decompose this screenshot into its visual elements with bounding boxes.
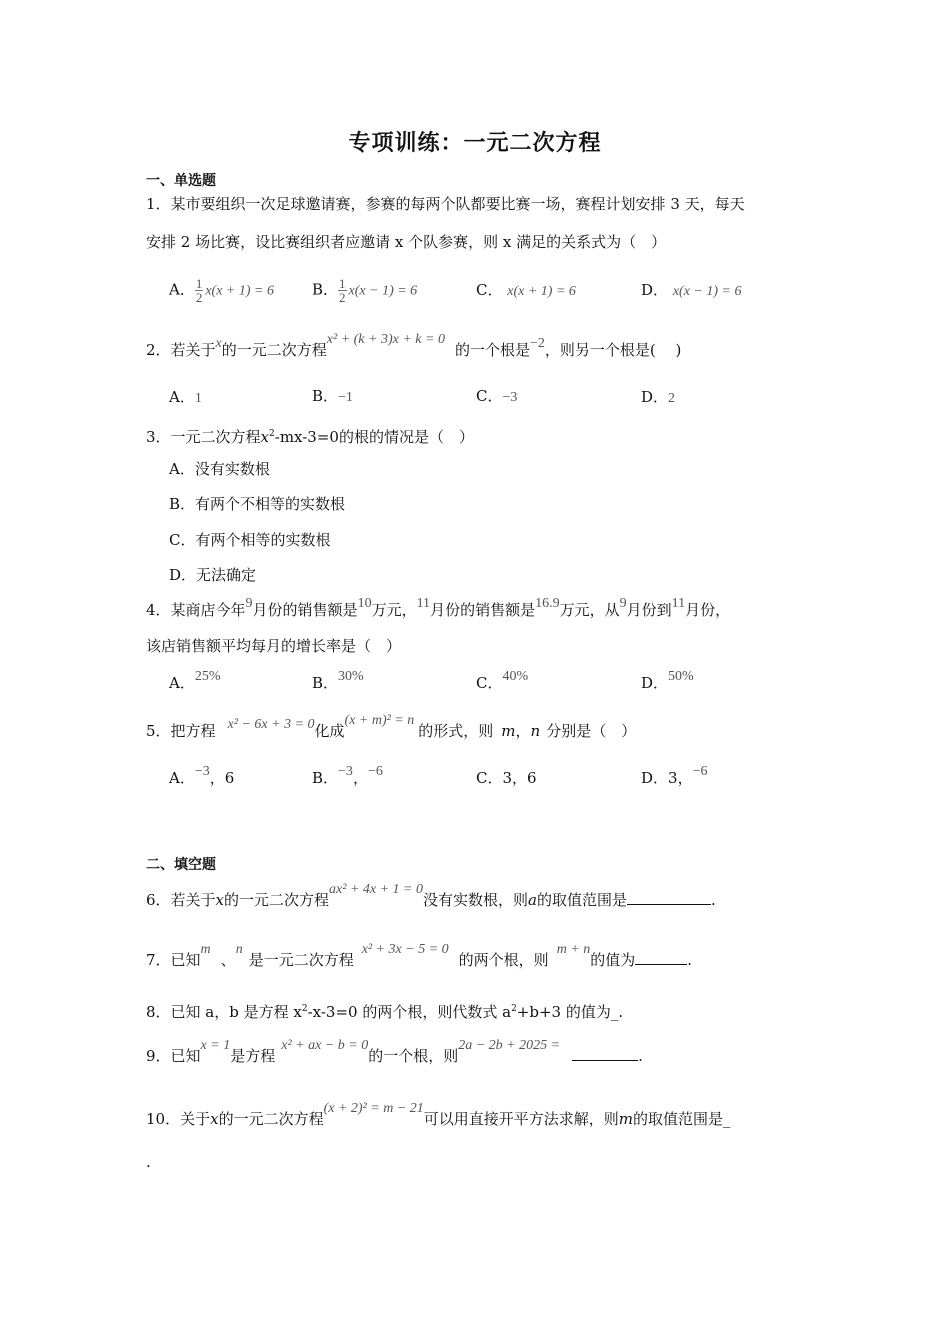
math-equation: x² + ax − b = 0 xyxy=(281,1038,369,1053)
question-text: 月份， xyxy=(685,601,731,619)
question-text: 万元， xyxy=(371,601,417,619)
question-9 xyxy=(146,1038,643,1068)
math-value: 10 xyxy=(357,596,372,611)
question-3-option-b: B．有两个不相等的实数根 xyxy=(169,495,346,513)
question-text: 没有实数根，则 xyxy=(423,891,529,909)
option-label: A． xyxy=(169,388,195,406)
question-1-line-2: 安排 2 场比赛，设比赛组织者应邀请 x 个队参赛，则 x 满足的关系式为（ ） xyxy=(146,233,667,251)
math-value: 9 xyxy=(245,596,253,611)
question-4-line-2: 该店销售额平均每月的增长率是（ ） xyxy=(146,637,402,655)
question-text: 的取值范围是 xyxy=(536,891,627,909)
math-exponent: 2 xyxy=(269,429,275,439)
question-text: 的值为 xyxy=(590,951,636,969)
option-label: C． xyxy=(476,387,503,405)
question-text: 的取值范围是_ xyxy=(633,1110,731,1128)
math-equation: x² + 3x − 5 = 0 xyxy=(361,942,449,957)
option-label: B． xyxy=(312,387,339,405)
math-variable: n xyxy=(530,722,541,740)
question-2-option-c xyxy=(476,386,517,408)
option-value: 2 xyxy=(668,391,676,406)
option-value: −1 xyxy=(338,390,353,405)
question-text: 、 xyxy=(220,951,236,969)
question-text: 分别是（ ） xyxy=(546,722,637,740)
math-variable: x xyxy=(215,336,222,351)
math-equation: x = 1 xyxy=(200,1038,231,1053)
question-4-option-a xyxy=(169,669,221,695)
question-text: 7．已知 xyxy=(146,951,201,969)
question-3-option-a: A．没有实数根 xyxy=(169,460,270,478)
fraction xyxy=(195,277,204,304)
question-text: 是一元二次方程 xyxy=(248,951,354,969)
math-variable: m xyxy=(200,942,211,957)
math-equation: x² − 6x + 3 = 0 xyxy=(227,717,315,732)
question-text: 5．把方程 xyxy=(146,722,216,740)
question-8 xyxy=(146,999,623,1022)
option-label: B． xyxy=(312,674,339,692)
question-text: ， xyxy=(515,722,531,740)
option-value: 50% xyxy=(668,669,694,684)
question-4-line-1 xyxy=(146,596,731,622)
question-10 xyxy=(146,1101,731,1131)
question-text: ，则另一个根是( ) xyxy=(544,341,682,359)
math-variable: x xyxy=(210,1110,219,1128)
question-5-option-c xyxy=(476,768,537,788)
question-text: 6．若关于 xyxy=(146,891,216,909)
question-6 xyxy=(146,882,716,912)
math-value: 11 xyxy=(416,596,431,611)
question-text: 的一元二次方程 xyxy=(221,341,327,359)
math-variable: m xyxy=(501,722,516,740)
option-value: 1 xyxy=(194,391,202,406)
question-3-option-d: D．无法确定 xyxy=(169,566,257,584)
math-variable: m xyxy=(618,1110,634,1128)
option-label: D． xyxy=(641,281,669,299)
option-value: −3 xyxy=(338,764,353,779)
fraction-denominator: 2 xyxy=(339,290,346,305)
question-text: 万元，从 xyxy=(559,601,620,619)
question-text: 是方程 xyxy=(230,1047,276,1065)
option-value: 30% xyxy=(338,669,364,684)
option-label: A． xyxy=(169,674,195,692)
math-expression: m + n xyxy=(556,942,591,957)
option-label: B． xyxy=(312,769,339,787)
math-expression: 2a − 2b + 2025 = xyxy=(458,1038,561,1053)
question-3 xyxy=(146,424,474,447)
option-label: A． xyxy=(169,769,195,787)
question-text: 3．一元二次方程 xyxy=(146,428,261,446)
option-expression: x(x + 1) = 6 xyxy=(205,283,274,299)
option-separator: ， xyxy=(352,769,368,787)
question-2-option-a xyxy=(169,387,202,409)
question-text: -x-3=0 的两个根，则代数式 a xyxy=(307,1003,512,1021)
math-equation: ax² + 4x + 1 = 0 xyxy=(329,882,423,897)
option-value: −3 xyxy=(502,390,518,405)
question-text: . xyxy=(687,951,693,969)
math-value: 11 xyxy=(671,596,686,611)
question-1-option-c xyxy=(476,280,576,302)
math-value: 9 xyxy=(619,596,627,611)
option-label: A． xyxy=(169,280,195,299)
question-text: 2．若关于 xyxy=(146,341,216,359)
page-title: 专项训练：一元二次方程 xyxy=(348,131,602,156)
option-value: −6 xyxy=(692,764,708,779)
math-variable: x xyxy=(215,891,225,909)
question-text: 月份的销售额是 xyxy=(430,601,536,619)
option-label: D． xyxy=(641,674,669,692)
question-4-option-d xyxy=(641,669,694,695)
question-2-option-b xyxy=(312,386,353,408)
option-label: D． xyxy=(641,388,669,406)
question-text: +b+3 的值为_. xyxy=(516,1003,624,1021)
question-text: . xyxy=(710,891,716,909)
question-10-end: . xyxy=(146,1153,151,1171)
option-value: ，6 xyxy=(209,769,235,787)
question-text: 的两个根，则 xyxy=(458,951,549,969)
math-variable: n xyxy=(235,942,243,957)
fraction-numerator: 1 xyxy=(339,276,346,291)
math-value: −2 xyxy=(529,336,545,351)
math-equation: (x + m)² = n xyxy=(344,713,415,728)
math-equation: (x + 2)² = m − 21 xyxy=(323,1101,424,1116)
question-5 xyxy=(146,713,637,743)
question-text: 10．关于 xyxy=(146,1110,211,1128)
option-expression: x(x + 1) = 6 xyxy=(507,284,576,299)
question-1-option-d xyxy=(641,280,741,302)
question-4-option-c xyxy=(476,669,529,695)
question-text: 8．已知 a，b 是方程 x xyxy=(146,1003,302,1021)
answer-blank[interactable] xyxy=(572,1046,638,1061)
question-1-option-b xyxy=(312,277,417,304)
option-value: 40% xyxy=(502,669,529,684)
option-value: −6 xyxy=(367,764,383,779)
question-text: 可以用直接开平方法求解，则 xyxy=(423,1110,619,1128)
option-label: C． xyxy=(476,674,503,692)
question-5-option-a xyxy=(169,764,235,790)
question-text: 月份到 xyxy=(626,601,672,619)
question-text: 的一元二次方程 xyxy=(218,1110,324,1128)
section-heading-fill-blank: 二、填空题 xyxy=(146,857,216,873)
question-7 xyxy=(146,942,693,972)
option-label: D． xyxy=(641,769,669,787)
option-expression: x(x − 1) = 6 xyxy=(672,284,742,299)
option-value: −3 xyxy=(194,764,210,779)
question-text: 的形式，则 xyxy=(418,722,494,740)
question-text: 的一个根是 xyxy=(454,341,530,359)
fraction xyxy=(338,277,347,304)
question-text: 的根的情况是（ ） xyxy=(338,428,474,446)
math-variable: a xyxy=(528,891,537,909)
math-exponent: 2 xyxy=(301,1004,308,1014)
question-1-option-a xyxy=(169,277,274,304)
question-text: 的一元二次方程 xyxy=(224,891,330,909)
question-4-option-b xyxy=(312,669,364,695)
question-2-option-d xyxy=(641,387,675,409)
question-3-option-c: C．有两个相等的实数根 xyxy=(169,531,331,549)
math-exponent: 2 xyxy=(511,1004,517,1014)
answer-blank[interactable] xyxy=(635,950,687,965)
option-value: 3， xyxy=(668,769,693,787)
option-expression: x(x − 1) = 6 xyxy=(348,283,418,299)
fraction-numerator: 1 xyxy=(195,276,203,291)
math-variable: x xyxy=(260,428,270,446)
answer-blank[interactable] xyxy=(627,890,711,905)
question-text: 9．已知 xyxy=(146,1047,201,1065)
fraction-denominator: 2 xyxy=(195,290,203,305)
option-value: 25% xyxy=(194,669,221,684)
math-equation: -mx-3=0 xyxy=(274,428,339,446)
question-text: 的一个根，则 xyxy=(368,1047,459,1065)
question-text: . xyxy=(638,1047,643,1065)
question-1-line-1: 1．某市要组织一次足球邀请赛，参赛的每两个队都要比赛一场，赛程计划安排 3 天，每天 xyxy=(146,195,745,213)
section-heading-single-choice: 一、单选题 xyxy=(146,173,216,189)
question-text: 月份的销售额是 xyxy=(252,601,358,619)
question-5-option-d xyxy=(641,764,708,790)
option-value: 3，6 xyxy=(502,769,537,787)
option-label: C． xyxy=(476,281,503,299)
question-text: 化成 xyxy=(314,722,345,740)
option-label: B． xyxy=(312,280,339,299)
math-equation: x² + (k + 3)x + k = 0 xyxy=(326,332,445,347)
math-value: 16.9 xyxy=(535,596,560,611)
question-2 xyxy=(146,332,682,362)
question-5-option-b xyxy=(312,764,383,790)
question-text: 4．某商店今年 xyxy=(146,601,246,619)
option-label: C． xyxy=(476,769,503,787)
